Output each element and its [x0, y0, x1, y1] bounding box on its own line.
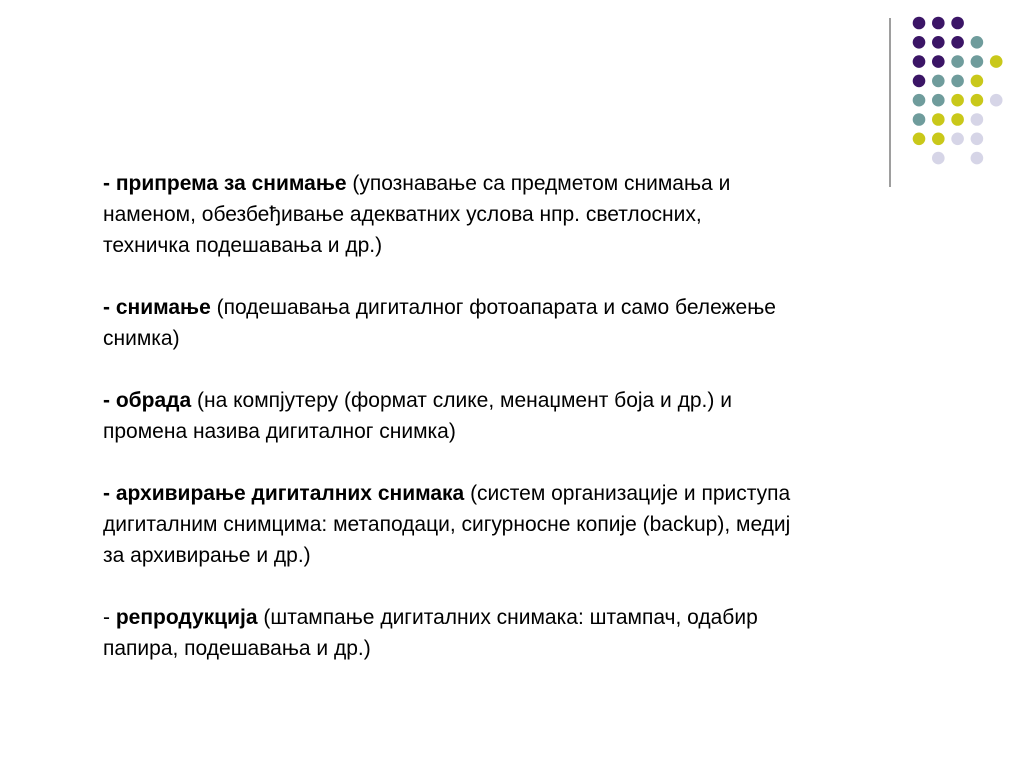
text-line: [103, 292, 963, 323]
text-line: [103, 633, 963, 664]
body-text: промена назива дигиталног снимка): [103, 420, 456, 443]
body-text: наменом, обезбеђивање адекватних услова нпр. светлосних,: [103, 203, 702, 226]
decorative-dot: [951, 55, 964, 68]
text-line: [103, 385, 963, 416]
decorative-dot: [932, 17, 945, 30]
body-text: снимка): [103, 327, 180, 350]
bold-heading-text: репродукција: [115, 606, 258, 629]
decorative-dot: [913, 75, 926, 88]
bullet-paragraph: [103, 292, 963, 354]
decorative-dot: [932, 55, 945, 68]
decorative-dot: [932, 152, 945, 165]
decorative-dot: [971, 75, 984, 88]
bullet-paragraph: [103, 385, 963, 447]
bold-heading-text: - снимање: [103, 296, 211, 319]
decorative-dot: [951, 94, 964, 107]
text-line: [103, 509, 963, 540]
decorative-dot: [913, 17, 926, 30]
decorative-dot: [951, 17, 964, 30]
bullet-paragraph: [103, 478, 963, 571]
body-text: папира, подешавања и др.): [103, 637, 371, 660]
decorative-dot: [971, 152, 984, 165]
decorative-dot: [913, 113, 926, 126]
bold-heading-text: - архивирање дигиталних снимака: [103, 482, 465, 505]
decorative-dot: [932, 133, 945, 146]
decorative-dot: [913, 36, 926, 49]
decorative-dot: [971, 55, 984, 68]
decorative-dot: [951, 133, 964, 146]
body-text: -: [103, 606, 116, 629]
decorative-dot: [951, 75, 964, 88]
body-text: дигиталним снимцима: метаподаци, сигурносне копије (backup), медиј: [103, 513, 791, 536]
text-line: [103, 168, 963, 199]
decorative-dot: [913, 55, 926, 68]
decorative-dot: [971, 133, 984, 146]
body-text: (на компјутеру (формат слике, менаџмент боја и др.) и: [191, 389, 732, 412]
decorative-dot: [932, 36, 945, 49]
text-line: [103, 230, 963, 261]
text-line: [103, 602, 963, 633]
bullet-paragraph: [103, 602, 963, 664]
bold-heading-text: - обрада: [103, 389, 192, 412]
decorative-dot: [932, 75, 945, 88]
text-line: [103, 199, 963, 230]
decorative-dot: [932, 94, 945, 107]
body-text: за архивирање и др.): [103, 544, 311, 567]
decorative-dot: [913, 133, 926, 146]
bullet-paragraph: [103, 168, 963, 261]
bold-heading-text: - припрема за снимање: [103, 172, 347, 195]
body-text: техничка подешавања и др.): [103, 234, 383, 257]
decorative-dot: [990, 94, 1003, 107]
slide-body: [103, 168, 963, 664]
body-text: (упознавање са предметом снимања и: [346, 172, 731, 195]
text-line: [103, 540, 963, 571]
decorative-dot: [971, 94, 984, 107]
decorative-dot: [932, 113, 945, 126]
body-text: (штампање дигиталних снимака: штампач, одабир: [257, 606, 758, 629]
decorative-dot: [990, 55, 1003, 68]
body-text: (систем организације и приступа: [464, 482, 791, 505]
decorative-dot: [971, 113, 984, 126]
decorative-dot: [971, 36, 984, 49]
decorative-dot: [913, 94, 926, 107]
text-line: [103, 478, 963, 509]
decorative-dot: [951, 113, 964, 126]
text-line: [103, 416, 963, 447]
body-text: (подешавања дигиталног фотоапарата и само бележење: [210, 296, 776, 319]
decorative-dot: [951, 36, 964, 49]
decorative-dot-grid: [913, 17, 1003, 165]
text-line: [103, 323, 963, 354]
